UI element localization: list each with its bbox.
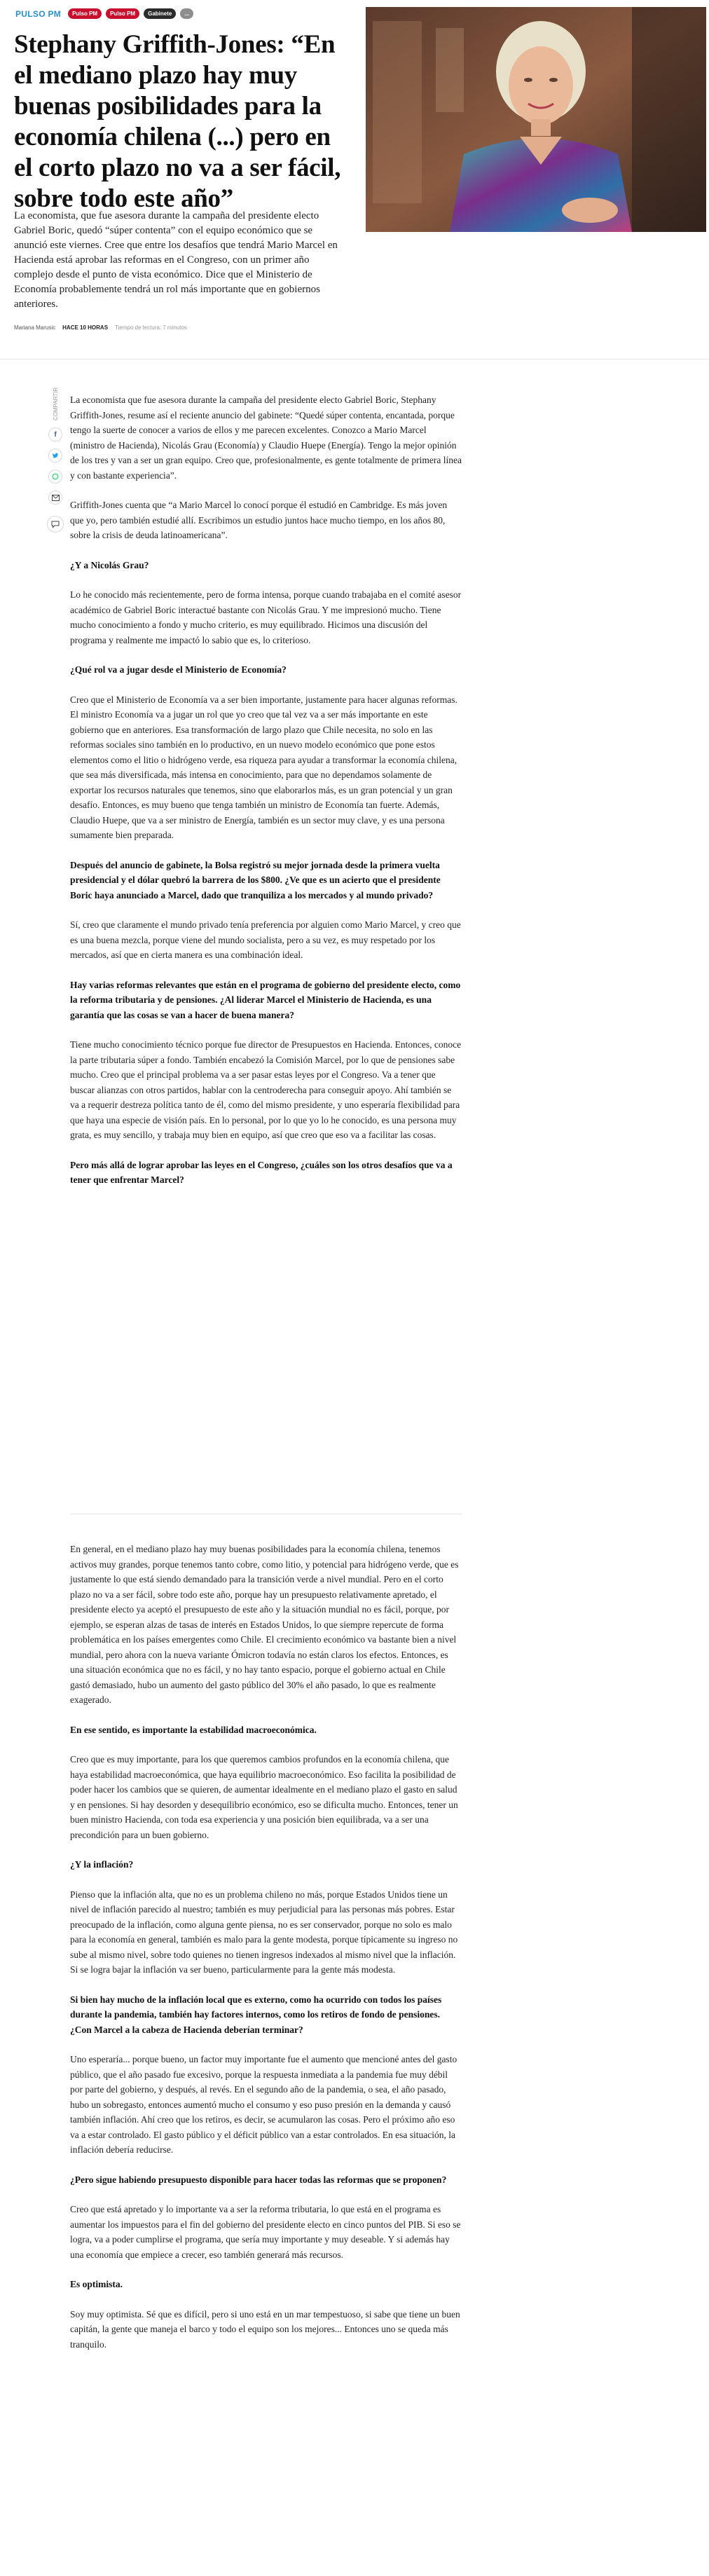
question: ¿Pero sigue habiendo presupuesto disponible para hacer todas las reformas que se proponen? <box>70 2174 447 2185</box>
byline <box>14 324 187 331</box>
section-link[interactable]: PULSO PM <box>15 8 62 19</box>
question: En ese sentido, es importante la estabilidad macroeconómica. <box>70 1724 317 1735</box>
author-link[interactable]: Mariana Marusic <box>14 324 56 331</box>
whatsapp-icon[interactable] <box>48 470 62 484</box>
tag-pulso-pm[interactable]: Pulso PM <box>68 8 102 19</box>
tag-gabinete[interactable]: Gabinete <box>144 8 176 19</box>
twitter-icon[interactable] <box>48 448 62 463</box>
paragraph: En general, en el mediano plazo hay muy buenas posibilidades para la economía chilena, tenemos activos muy grandes, porque tenemos tanto cobre, como litio, y potencial para hidrógeno verde, que es justamente lo que está siendo demandado para la transición verde a nivel mundial. Pero en el corto plazo no va a ser fácil, sobre todo este año, porque hay un presupuesto relativamente apretado, el presidente electo ya aceptó el presupuesto de este año y la situación mundial no es fácil, porque, por ejemplo, se esperan alzas de tasas de interés en Estados Unidos, lo que siempre repercute de forma problemática en los países emergentes como Chile. El crecimiento económico va bastante bien a nivel mundial, pero ahora con la nueva variante Ómicron todavía no están claros los efectos. Entonces, es una situación económica que no es fácil, y no hay tanto espacio, porque el gobierno actual en Chile gastó demasiado, hubo un aumento del gasto público del 30% el año pasado, lo que es realmente exagerado. <box>70 1544 459 1705</box>
reading-time: Tiempo de lectura: 7 minutos <box>115 324 187 331</box>
question: Pero más allá de lograr aprobar las leyes en el Congreso, ¿cuáles son los otros desafíos que va a tener que enfrentar Marcel? <box>70 1159 453 1185</box>
facebook-icon[interactable]: f <box>48 427 62 441</box>
comment-icon[interactable] <box>47 516 64 533</box>
portrait-photo <box>366 7 706 232</box>
email-icon[interactable] <box>48 491 62 505</box>
publish-time: HACE 10 HORAS <box>62 324 109 331</box>
question: Hay varias reformas relevantes que están en el programa de gobierno del presidente electo, como la reforma tributaria y de pensiones. ¿Al liderar Marcel el Ministerio de Hacienda, es una garantía que las cosas se van a hacer de buena manera? <box>70 979 461 1020</box>
question: Es optimista. <box>70 2279 123 2289</box>
question: Después del anuncio de gabinete, la Bolsa registró su mejor jornada desde la primera vuelta presidencial y el dólar quebró la barrera de los $800. ¿Ve que es un acierto que el presidente Boric haya anunciado a Marcel, dado que tranquiliza a los mercados y al mundo privado? <box>70 859 441 900</box>
paragraph: Uno esperaría... porque bueno, un factor muy importante fue el aumento que mencioné antes del gasto público, que el año pasado fue excesivo, porque la respuesta inmediata a la pandemia fue muy débil por parte del gobierno, y después, al revés. En el segundo año de la pandemia, o sea, el año pasado, hubo un sobregasto, entonces aumentó mucho el consumo y eso puso presión en la demanda y causó también inflación. Ahí creo que los retiros, es decir, se acumularon las cosas. Pero el próximo año eso va a estar controlado. El gasto público y el déficit público van a estar controlados. En esa situación, la inflación debería reducirse. <box>70 2054 457 2155</box>
hero-image <box>366 7 706 232</box>
share-label: COMPARTIR <box>52 387 59 420</box>
paragraph: Creo que está apretado y lo importante va a ser la reforma tributaria, lo que está en el programa es aumentar los impuestos para el fin del gobierno del presidente electo en cinco puntos del PIB. Si eso se logra, va a poder cumplirse el programa, que sería muy importante y muy deseable. Y si además hay una economía que empiece a crecer, eso también generará más recursos. <box>70 2204 461 2260</box>
question: ¿Qué rol va a jugar desde el Ministerio de Economía? <box>70 664 287 675</box>
paragraph: La economista que fue asesora durante la campaña del presidente electo Gabriel Boric, Stephany Griffith-Jones, resume así el reciente anuncio del gabinete: “Quedé súper contenta, encantada, porque tengo la suerte de conocer a varios de ellos y me parecen excelentes. Conozco a Mario Marcel (ministro de Hacienda), Nicolás Grau (Economía) y Claudio Huepe (Energía). Tengo la mejor opinión de los tres y van a ser un gran equipo. Creo que, profesionalmente, es gente totalmente de primera línea y con bastante experiencia”. <box>70 395 462 481</box>
article-lead: La economista, que fue asesora durante la campaña del presidente electo Gabriel Boric, quedó “súper contenta” con el equipo económico que se anunció este viernes. Cree que entre los desafíos que tendrá Mario Marcel en Hacienda está aprobar las reformas en el Congreso, con un primer año complejo desde el punto de vista económico. Dice que el Ministerio de Economía probablemente tendrá un rol más importante que en gobiernos anteriores. <box>14 210 338 310</box>
tag-pulso-pm-2[interactable]: Pulso PM <box>106 8 139 19</box>
paragraph: Creo que es muy importante, para los que queremos cambios profundos en la economía chilena, que haya estabilidad macroeconómica, que haya equilibrio macroeconómico. Eso facilita la posibilidad de poder hacer los cambios que se quieren, de aumentar idealmente en el mediano plazo el gasto en salud y en pensiones. Si hay desorden y desequilibrio económico, eso se dificulta mucho. Entonces, tener un buen ministro Hacienda, con toda esa experiencia y una posición bien equilibrada, va a ser una precondición para un buen gobierno. <box>70 1754 458 1840</box>
question: ¿Y a Nicolás Grau? <box>70 559 149 570</box>
paragraph: Griffith-Jones cuenta que “a Mario Marcel lo conocí porque él estudió en Cambridge. Es más joven que yo, pero también estudié allí. Escribimos un estudio juntos hace mucho tiempo, en los años 80, sobre la crisis de deuda latinoamericana”. <box>70 500 448 540</box>
paragraph: Pienso que la inflación alta, que no es un problema chileno no más, porque Estados Unidos tiene un nivel de inflación parecido al nuestro; también es muy perjudicial para las personas más pobres. Estar preocupado de la inflación, como alguna gente piensa, no es ser conservador, porque no solo es malo para la economía en general, también es malo para la gente modesta, porque típicamente su ingreso no sube al mismo nivel, sobre todo quienes no tienen ingresos indexados al mismo nivel que la inflación. Si se logra bajar la inflación va ser bueno, particularmente para la gente más modesta. <box>70 1889 458 1975</box>
share-bar <box>46 387 64 533</box>
article-body <box>70 392 462 1203</box>
tag-more[interactable]: ... <box>180 8 193 19</box>
paragraph: Tiene mucho conocimiento técnico porque fue director de Presupuestos en Hacienda. Entonces, conoce la parte tributaria súper a fondo. También encabezó la Comisión Marcel, por lo que de pensiones sabe mucho. Creo que el principal problema va a ser pasar estas leyes por el Congreso. Va a tener que buscar alianzas con otros partidos, hablar con la centroderecha para conseguir apoyo. Ahí también se va a requerir destreza política tanto de él, como del mismo presidente, y uno esperaría flexibilidad para que haya una especie de visión país. En lo personal, por lo que yo lo he conocido, es una persona muy grata, es muy sencillo, y trabaja muy bien en equipo, así que creo que eso va a facilitar las cosas. <box>70 1039 462 1140</box>
tag-bar <box>15 8 193 19</box>
question: ¿Y la inflación? <box>70 1859 134 1870</box>
paragraph: Sí, creo que claramente el mundo privado tenía preferencia por alguien como Mario Marcel, y creo que es una buena mezcla, porque viene del mundo socialista, pero a su vez, es muy respetado por los mercados, así que en cierta manera es una combinación ideal. <box>70 919 461 960</box>
question: Si bien hay mucho de la inflación local que es externo, como ha ocurrido con todos los países durante la pandemia, también hay factores internos, como los retiros de fondo de pensiones. ¿Con Marcel a la cabeza de Hacienda deberían terminar? <box>70 1994 442 2035</box>
article-headline: Stephany Griffith-Jones: “En el mediano plazo hay muy buenas posibilidades para la economía chilena (...) pero en el corto plazo no va a ser fácil, sobre todo este año” <box>14 30 341 213</box>
article-body-continued <box>70 1542 462 2366</box>
paragraph: Soy muy optimista. Sé que es difícil, pero si uno está en un mar tempestuoso, si sabe que tiene un buen capitán, la gente que maneja el barco y todo el equipo son los mejores... Entonces uno se queda más tranquilo. <box>70 2308 460 2350</box>
paragraph: Lo he conocido más recientemente, pero de forma intensa, porque cuando trabajaba en el comité asesor académico de Gabriel Boric interactué bastante con Nicolás Grau. Y me impresionó mucho. Tiene mucho conocimiento a fondo y mucho criterio, es muy equilibrado. Hicimos una discusión del programa y realmente me impactó lo sabio que es, lo criterioso. <box>70 589 462 645</box>
paragraph: Creo que el Ministerio de Economía va a ser bien importante, justamente para hacer algunas reformas. El ministro Economía va a jugar un rol que yo creo que tal vez va a ser más importante en este gobierno que en anteriores. Esa transformación de largo plazo que Chile necesita, no solo en las reformas sociales sino también en lo productivo, en un nuevo modelo económico que pone estos elementos como el litio o hidrógeno verde, esa riqueza para ayudar a transformar la economía chilena, que sea más diversificada, más intensa en conocimiento, para que no dependamos solamente de exportar los recursos naturales que tenemos, sino que elaborarlos más, es un gran potencial y un gran desafío. Entonces, es muy bueno que tenga también un ministro de Economía tan fuerte. Además, Claudio Huepe, que va a ser ministro de Energía, también es un sector muy clave, y es una persona sumamente bien preparada. <box>70 694 457 840</box>
article-header <box>0 0 709 359</box>
